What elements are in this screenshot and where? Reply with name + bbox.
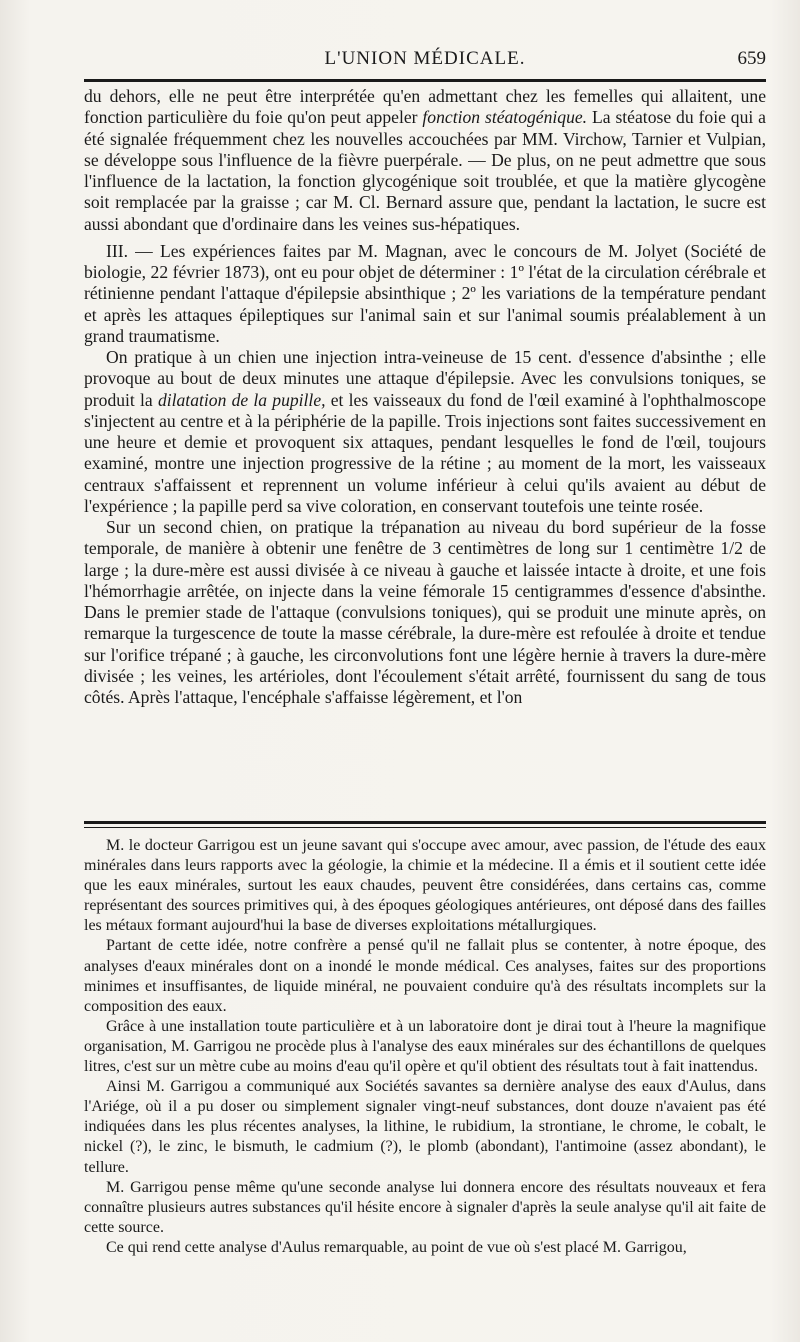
feuilleton-paragraph: M. Garrigou pense même qu'une seconde analyse lui donnera encore des résultats nouveaux et fera connaître plusieurs autres substances qu'il hésite encore à signaler d'après la seule analyse qu'il ait faite de cette source. bbox=[84, 1178, 766, 1236]
paragraph-text: On pratique à un chien une injection intra-veineuse de 15 cent. d'essence d'absinthe ; elle provoque au bout de deux minutes une attaque d'épilepsie. Avec les convulsions toniques, se produit la bbox=[84, 347, 766, 410]
feuilleton-paragraph: Ce qui rend cette analyse d'Aulus remarquable, au point de vue où s'est placé M. Garrigou, bbox=[106, 1238, 687, 1256]
paragraph-text: Sur un second chien, on pratique la trépanation au niveau du bord supérieur de la fosse temporale, de manière à obtenir une fenêtre de 3 centimètres de long sur 1 centimètre 1/2 de large ; la dure-mère est aussi divisée à ce niveau à gauche et laissée intacte à droite, et une fois l'hémorrhagie arrêtée, on injecte dans la veine fémorale 15 centigrammes d'essence d'absinthe. Dans le premier stade de l'attaque (convulsions toniques), qui se produit une minute après, on remarque la turgescence de toute la masse cérébrale, la dure-mère est refoulée à droite et tendue sur l'orifice trépané ; à gauche, les circonvolutions font une légère hernie à travers la dure-mère divisée ; les veines, les artérioles, dont l'écoulement s'était arrêté, fournissent du sang de tous côtés. Après l'attaque, l'encéphale s'affaisse légèrement, et l'on bbox=[84, 517, 766, 707]
article-paragraph bbox=[84, 517, 766, 708]
article-paragraph bbox=[84, 86, 766, 235]
feuilleton-paragraph: Grâce à une installation toute particulière et à un laboratoire dont je dirai tout à l'heure la magnifique organisation, M. Garrigou ne procède plus à l'analyse des eaux minérales sur des échantillons de quelques litres, c'est sur un mètre cube au moins d'eau qu'il opère et qu'il obtient des résultats tout à fait inattendus. bbox=[84, 1017, 766, 1076]
main-article bbox=[84, 86, 766, 708]
feuilleton-paragraph: M. le docteur Garrigou est un jeune savant qui s'occupe avec amour, avec passion, de l'étude des eaux minérales dans leurs rapports avec la géologie, la chimie et la médecine. Il a émis et il soutient cette idée que les eaux minérales, surtout les eaux chaudes, peuvent être considérées, dans certains cas, comme représentant des sources primitives qui, à des époques géologiques antérieures, ont déposé dans des failles les métaux formant aujourd'hui la base de diverses exploitations métallurgiques. bbox=[84, 837, 766, 935]
feuilleton-section bbox=[84, 836, 766, 1258]
paragraph-text: et les vaisseaux du fond de l'œil examiné à l'ophthalmoscope s'injectent au centre et à la périphérie de la papille. Trois injections sont faites successivement en une heure et demie et provoquent six attaques, pendant lesquelles le fond de l'œil, toujours examiné, montre une injection progressive de la rétine ; au moment de la mort, les vaisseaux centraux s'affaissent et reprennent un volume inférieur à celui qu'ils avaient au début de l'expérience ; la papille perd sa vive coloration, en conservant toutefois une teinte rosée. bbox=[84, 389, 766, 516]
paragraph-text: du dehors, elle ne peut être interprétée qu'en admettant chez les femelles qui allaitent, une fonction particulière du foie qu'on peut appeler bbox=[84, 86, 766, 128]
journal-title: L'UNION MÉDICALE. bbox=[324, 48, 526, 69]
article-paragraph bbox=[84, 347, 766, 517]
page-number: 659 bbox=[737, 48, 766, 69]
feuilleton-paragraph: Ainsi M. Garrigou a communiqué aux Sociétés savantes sa dernière analyse des eaux d'Aulus, dans l'Ariége, où il a pu doser ou simplement signaler vingt-neuf substances, dont douze n'avaient pas été indiquées dans les plus récentes analyses, la lithine, le rubidium, la strontiane, le chrome, le cobalt, le nickel (?), le zinc, le bismuth, le cadmium (?), le plomb (abondant), l'antimoine (assez abondant), le tellure. bbox=[84, 1078, 766, 1176]
header-rule bbox=[84, 79, 766, 82]
feuilleton-paragraph: Partant de cette idée, notre confrère a pensé qu'il ne fallait plus se contenter, à notre époque, des analyses d'eaux minérales dont on a inondé le monde médical. Ces analyses, faites sur des proportions minimes et insuffisantes, de liquide minéral, ne pouvaient conduire qu'à des résultats incomplets sur la composition des eaux. bbox=[84, 937, 766, 1015]
running-header bbox=[84, 48, 766, 74]
italic-term: dilatation de la pupille, bbox=[157, 389, 326, 410]
paragraph-text: La stéatose du foie qui a été signalée fréquemment chez les nouvelles accouchées par MM. Virchow, Tarnier et Vulpian, se développe sous l'influence de la fièvre puerpérale. — De plus, on ne peut admettre que sous l'influence de la lactation, la fonction glycogénique soit troublée, et que la matière glycogène soit remplacée par la graisse ; car M. Cl. Bernard assure que, pendant la lactation, le sucre est aussi abondant que d'ordinaire dans les veines sus-hépatiques. bbox=[84, 107, 766, 234]
paragraph-text: III. — Les expériences faites par M. Magnan, avec le concours de M. Jolyet (Société de biologie, 22 février 1873), ont eu pour objet de déterminer : 1º l'état de la circulation cérébrale et rétinienne pendant l'attaque d'épilepsie absinthique ; 2º les variations de la température pendant et après les attaques épileptiques sur l'animal sain et sur l'animal soumis préalablement à un grand traumatisme. bbox=[84, 240, 766, 346]
italic-term: fonction stéatogénique. bbox=[422, 107, 588, 128]
article-paragraph bbox=[84, 241, 766, 347]
feuilleton-rule-thin bbox=[84, 827, 766, 828]
feuilleton-rule-thick bbox=[84, 821, 766, 824]
